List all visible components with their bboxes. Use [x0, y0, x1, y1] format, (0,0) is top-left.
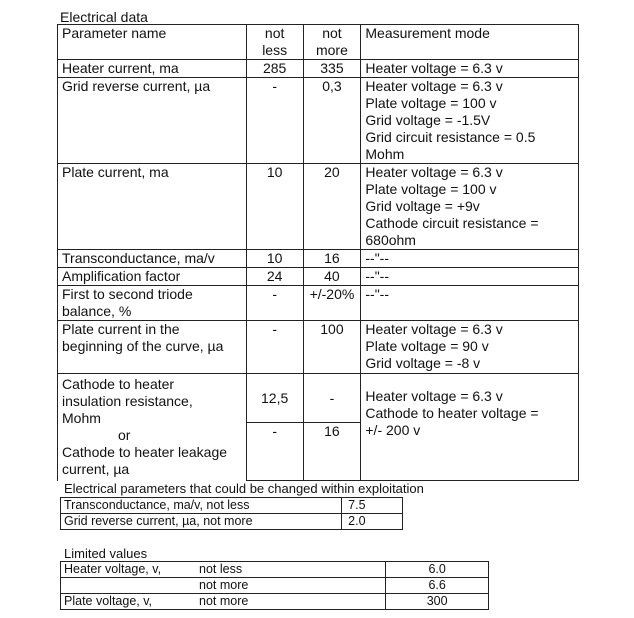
table-row [61, 594, 489, 610]
not-less-cell: - [246, 78, 303, 164]
param-cell: Transconductance, ma/v, not less [61, 498, 342, 514]
electrical-data-title: Electrical data [60, 9, 148, 25]
table-row [58, 164, 579, 250]
param-cell: not more [61, 578, 386, 594]
electrical-data-table [57, 24, 579, 481]
param-cell: Plate voltage, v, not more [61, 594, 386, 610]
table-row [61, 578, 489, 594]
not-more-cell: 100 [303, 321, 361, 374]
mode-line: --"-- [365, 268, 389, 284]
mode-line: Heater voltage = 6.3 v [365, 60, 503, 76]
not-more-cell: 40 [303, 268, 361, 286]
not-less-cell: 10 [246, 164, 303, 250]
mode-cell: Heater voltage = 6.3 v Cathode to heater voltage = +/- 200 v [361, 374, 579, 481]
not-less-cell: - [246, 423, 303, 481]
value-cell: 6.6 [386, 578, 489, 594]
not-more-cell: 335 [303, 60, 361, 78]
not-more-cell: - [303, 374, 361, 423]
mode-line: --"-- [365, 250, 389, 266]
table-row [58, 60, 579, 78]
table-row [58, 78, 579, 164]
param-cell: Grid reverse current, µa, not more [61, 514, 342, 530]
table-row [58, 268, 579, 286]
or-label: or [118, 427, 131, 443]
header-not-more: not more [303, 25, 361, 60]
not-more-cell: 20 [303, 164, 361, 250]
mode-line: --"-- [365, 286, 389, 302]
table-row [61, 514, 403, 530]
mode-cell: Heater voltage = 6.3 v Plate voltage = 90 v Grid voltage = -8 v [361, 321, 579, 374]
header-measurement-mode: Measurement mode [361, 25, 579, 60]
table-row [58, 374, 579, 423]
param-cell: Heater voltage, v, not less [61, 562, 386, 578]
not-more-cell: 16 [303, 250, 361, 268]
param-cell: Plate current, ma [62, 164, 169, 180]
param-cell: Heater current, ma [62, 60, 179, 76]
mode-cell: Heater voltage = 6.3 v Plate voltage = 100 v Grid voltage = -1.5V Grid circuit resistance = 0.5 Mohm [361, 78, 579, 164]
not-more-cell: 0,3 [303, 78, 361, 164]
exploitation-table [60, 497, 403, 530]
table-row [58, 250, 579, 268]
exploitation-title: Electrical parameters that could be changed within exploitation [64, 481, 424, 496]
table-row [58, 321, 579, 374]
table-row [61, 498, 403, 514]
not-less-cell: 10 [246, 250, 303, 268]
value-cell: 300 [386, 594, 489, 610]
param-cell: Grid reverse current, µa [62, 78, 211, 94]
table-row [61, 562, 489, 578]
not-less-cell: - [246, 321, 303, 374]
param-cell: Transconductance, ma/v [62, 250, 215, 266]
param-cell: Cathode to heater insulation resistance, Mohm or Cathode to heater leakage current, µa [58, 374, 247, 481]
header-not-less: not less [246, 25, 303, 60]
not-less-cell: 12,5 [246, 374, 303, 423]
not-more-cell: +/-20% [303, 286, 361, 321]
param-cell: Plate current in the beginning of the curve, µa [58, 321, 247, 374]
limited-values-title: Limited values [64, 546, 148, 561]
value-cell: 6.0 [386, 562, 489, 578]
not-less-cell: - [246, 286, 303, 321]
param-cell: First to second triode balance, % [58, 286, 247, 321]
header-parameter-name: Parameter name [58, 25, 247, 60]
not-less-cell: 285 [246, 60, 303, 78]
value-cell: 2.0 [342, 514, 403, 530]
not-more-cell: 16 [303, 423, 361, 481]
table-header-row [58, 25, 579, 60]
table-row [58, 286, 579, 321]
param-cell: Amplification factor [62, 268, 181, 284]
mode-cell: Heater voltage = 6.3 v Plate voltage = 100 v Grid voltage = +9v Cathode circuit resistance = 680ohm [361, 164, 579, 250]
not-less-cell: 24 [246, 268, 303, 286]
limited-values-table [60, 561, 489, 610]
value-cell: 7.5 [342, 498, 403, 514]
